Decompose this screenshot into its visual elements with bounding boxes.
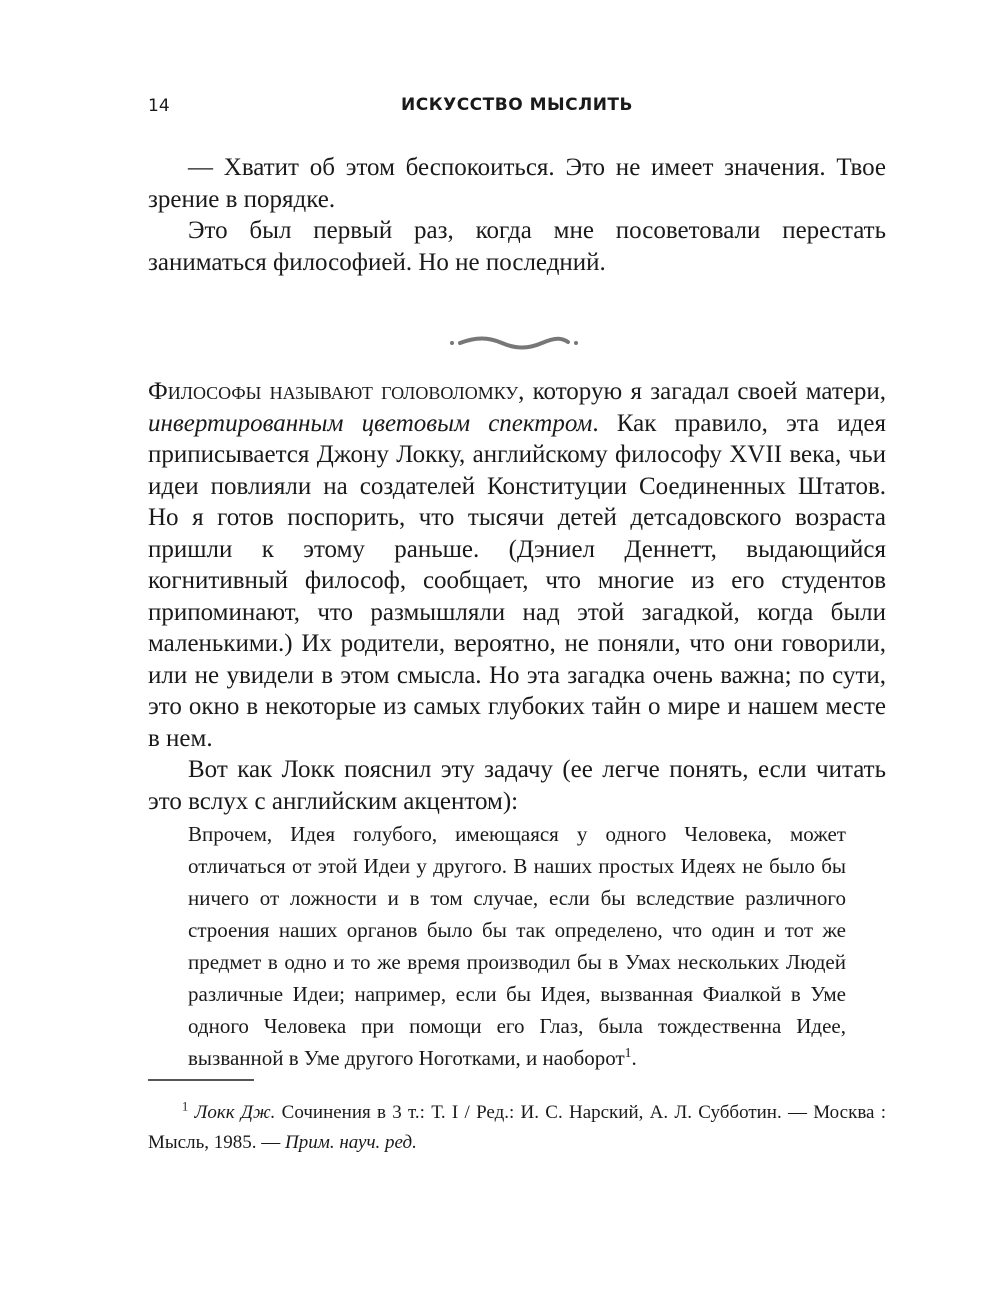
opening-paragraphs (148, 152, 886, 278)
block-quote: Впрочем, Идея голубого, имеющаяся у одного Человека, может отличаться от этой Идеи у другого. В наших простых Идеях не было бы ничего от ложности и в том случае, если бы вследствие различного строения наших органов было бы так определено, что один и тот же предмет в одно и то же время производил бы в Умах нескольких Людей различные Идеи; например, если бы Идея, вызванная Фиалкой в Уме одного Человека при помощи его Глаз, была тождественна Идее, вызванной в Уме другого Ноготками, и наоборот$^1$. (188, 822, 846, 1070)
footnote-ref[interactable]: 1 (624, 1045, 632, 1060)
footnote-note: Прим. науч. ред. (285, 1132, 417, 1153)
footnote-text: Сочинения в 3 т.: Т. I / Ред.: И. С. Нарский, А. Л. Субботин. — Москва : Мысль, 1985. — (148, 1102, 887, 1153)
section-paragraph (148, 376, 886, 754)
paragraph-continuation: . Как правило, эта идея приписывается Джону Локку, английскому философу XVII века, чьи идеи повлияли на создателей Конституции Соединенных Штатов. Но я готов поспорить, что тысячи детей детсадовского возраста пришли к этому раньше. (Дэниел Деннетт, выдающийся когнитивный философ, сообщает, что многие из его студентов припоминают, что размышляли над этой загадкой, когда были маленькими.) Их родители, вероятно, не поняли, что они говорили, или не увидели в этом смысла. Но эта загадка очень важна; по сути, это окно в некоторые из самых глубоких тайн о мире и нашем месте в нем. (148, 409, 886, 752)
footnote-marker: 1 (182, 1099, 189, 1114)
term-italic: инвертированным цветовым спектром (148, 409, 593, 437)
quote-text: Впрочем, Идея голубого, имеющаяся у одного Человека, может отличаться от этой Идеи у другого. В наших простых Идеях не было бы ничего от ложности и в том случае, если бы вследствие различного строения наших органов было бы так определено, что один и тот же предмет в одно и то же время производил бы в Умах нескольких Людей различные Идеи; например, если бы Идея, вызванная Фиалкой в Уме одного Человека при помощи его Глаз, была тождественна Идее, вызванной в Уме другого Ноготками, и наоборот (188, 822, 846, 1070)
lead-text: , которую я загадал своей матери, (518, 378, 886, 405)
footnote-author: Локк Дж. (194, 1102, 276, 1123)
footnote-divider (148, 1079, 254, 1081)
paragraph: Это был первый раз, когда мне посоветовали перестать заниматься философией. Но не последний. (148, 217, 886, 276)
page-number: 14 (148, 96, 170, 116)
section-body (148, 376, 886, 817)
lead-smallcaps: Философы называют головоломку (148, 378, 519, 405)
running-title: ИСКУССТВО МЫСЛИТЬ (401, 95, 633, 115)
paragraph: Вот как Локк пояснил эту задачу (ее легче понять, если читать это вслух с английским акцентом): (148, 756, 886, 815)
footnote (148, 1098, 886, 1158)
section-divider-ornament (446, 332, 582, 354)
dialogue-paragraph: — Хватит об этом беспокоиться. Это не имеет значения. Твое зрение в порядке. (148, 154, 886, 213)
